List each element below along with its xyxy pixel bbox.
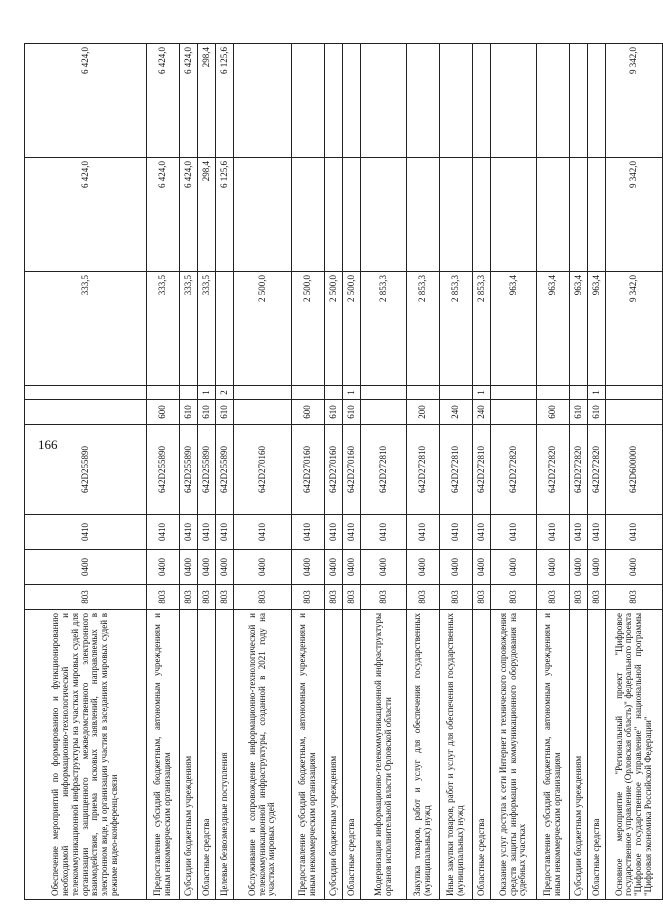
subsection-code: 0410 — [292, 515, 325, 550]
source-code — [407, 386, 440, 400]
target-article-code: 642D255890 — [180, 425, 198, 515]
section-code: 0400 — [147, 550, 180, 585]
subsection-code: 0410 — [180, 515, 198, 550]
row-name: Основное мероприятие "Региональный проект "Цифровое государственное управление (Орловская область)" федерального проекта "Цифровое государственное управление" национальной программы "Цифровая экономика Российской Федерации" — [606, 610, 663, 900]
amount-year-2: 6 424,0 — [147, 158, 180, 272]
table-row — [343, 44, 361, 900]
expense-type-code — [234, 400, 292, 425]
amount-year-1 — [216, 272, 234, 386]
expense-type-code: 240 — [440, 400, 473, 425]
expense-type-code: 610 — [588, 400, 606, 425]
amount-year-2 — [292, 158, 325, 272]
row-name: Закупка товаров, работ и услуг для обеспечения государственных (муниципальных) нужд — [407, 610, 440, 900]
grbs-code: 803 — [606, 585, 663, 610]
amount-year-1: 963,4 — [570, 272, 588, 386]
amount-year-3 — [234, 44, 292, 158]
table-row — [407, 44, 440, 900]
target-article-code: 642D255890 — [198, 425, 216, 515]
source-code — [440, 386, 473, 400]
row-name: Субсидии бюджетным учреждениям — [180, 610, 198, 900]
subsection-code: 0410 — [588, 515, 606, 550]
amount-year-3 — [325, 44, 343, 158]
section-code: 0400 — [570, 550, 588, 585]
row-name: Модернизация информационно-телекоммуникационной инфраструктуры органов исполнительной власти Орловской области — [361, 610, 407, 900]
target-article-code: 642D255890 — [147, 425, 180, 515]
amount-year-3: 6 424,0 — [25, 44, 147, 158]
target-article-code: 642D272810 — [407, 425, 440, 515]
amount-year-1: 2 853,3 — [407, 272, 440, 386]
source-code — [606, 386, 663, 400]
amount-year-2 — [325, 158, 343, 272]
grbs-code: 803 — [234, 585, 292, 610]
target-article-code: 642D272810 — [361, 425, 407, 515]
source-code — [537, 386, 570, 400]
amount-year-2 — [570, 158, 588, 272]
table-row — [216, 44, 234, 900]
row-name: Субсидии бюджетным учреждениям — [325, 610, 343, 900]
amount-year-1: 333,5 — [198, 272, 216, 386]
subsection-code: 0410 — [343, 515, 361, 550]
grbs-code: 803 — [325, 585, 343, 610]
expense-type-code — [361, 400, 407, 425]
subsection-code: 0410 — [407, 515, 440, 550]
row-name: Областные средства — [198, 610, 216, 900]
source-code: 1 — [198, 386, 216, 400]
amount-year-2: 298,4 — [198, 158, 216, 272]
amount-year-3: 6 125,6 — [216, 44, 234, 158]
grbs-code: 803 — [343, 585, 361, 610]
grbs-code: 803 — [25, 585, 147, 610]
target-article-code: 642D272820 — [570, 425, 588, 515]
amount-year-2 — [491, 158, 537, 272]
row-name: Предоставление субсидий бюджетным, автономным учреждениям и иным некоммерческим организациям — [147, 610, 180, 900]
grbs-code: 803 — [440, 585, 473, 610]
subsection-code: 0410 — [491, 515, 537, 550]
section-code: 0400 — [292, 550, 325, 585]
grbs-code: 803 — [588, 585, 606, 610]
table-row — [537, 44, 570, 900]
grbs-code: 803 — [292, 585, 325, 610]
expense-type-code: 200 — [407, 400, 440, 425]
target-article-code: 642D272820 — [491, 425, 537, 515]
amount-year-2 — [537, 158, 570, 272]
source-code — [570, 386, 588, 400]
row-name: Иные закупки товаров, работ и услуг для обеспечения государственных (муниципальных) нужд — [440, 610, 473, 900]
section-code: 0400 — [537, 550, 570, 585]
table-row — [361, 44, 407, 900]
amount-year-3 — [440, 44, 473, 158]
target-article-code: 642D272820 — [588, 425, 606, 515]
amount-year-3: 6 424,0 — [180, 44, 198, 158]
amount-year-1: 2 500,0 — [234, 272, 292, 386]
expense-type-code: 240 — [473, 400, 491, 425]
subsection-code: 0410 — [361, 515, 407, 550]
row-name: Областные средства — [588, 610, 606, 900]
grbs-code: 803 — [491, 585, 537, 610]
section-code: 0400 — [440, 550, 473, 585]
grbs-code: 803 — [198, 585, 216, 610]
grbs-code: 803 — [361, 585, 407, 610]
amount-year-3 — [473, 44, 491, 158]
target-article-code: 642D272820 — [537, 425, 570, 515]
expense-type-code: 600 — [292, 400, 325, 425]
table-row — [147, 44, 180, 900]
amount-year-2: 6 424,0 — [25, 158, 147, 272]
subsection-code: 0410 — [198, 515, 216, 550]
budget-table — [24, 43, 663, 900]
grbs-code: 803 — [216, 585, 234, 610]
amount-year-1: 963,4 — [537, 272, 570, 386]
table-row — [198, 44, 216, 900]
target-article-code: 642D270160 — [234, 425, 292, 515]
amount-year-2: 9 342,0 — [606, 158, 663, 272]
amount-year-1: 2 853,3 — [361, 272, 407, 386]
row-name: Областные средства — [343, 610, 361, 900]
subsection-code: 0410 — [473, 515, 491, 550]
amount-year-1: 2 500,0 — [343, 272, 361, 386]
expense-type-code — [25, 400, 147, 425]
table-row — [234, 44, 292, 900]
amount-year-2 — [361, 158, 407, 272]
amount-year-3 — [343, 44, 361, 158]
section-code: 0400 — [234, 550, 292, 585]
table-row — [473, 44, 491, 900]
amount-year-3 — [292, 44, 325, 158]
amount-year-3 — [570, 44, 588, 158]
expense-type-code: 610 — [216, 400, 234, 425]
table-row — [606, 44, 663, 900]
source-code — [25, 386, 147, 400]
section-code: 0400 — [606, 550, 663, 585]
target-article-code: 642D600000 — [606, 425, 663, 515]
expense-type-code: 610 — [343, 400, 361, 425]
amount-year-2 — [234, 158, 292, 272]
target-article-code: 642D272810 — [440, 425, 473, 515]
source-code: 1 — [343, 386, 361, 400]
section-code: 0400 — [325, 550, 343, 585]
amount-year-1: 9 342,0 — [606, 272, 663, 386]
expense-type-code: 610 — [325, 400, 343, 425]
target-article-code: 642D270160 — [292, 425, 325, 515]
amount-year-2: 6 424,0 — [180, 158, 198, 272]
subsection-code: 0410 — [537, 515, 570, 550]
subsection-code: 0410 — [234, 515, 292, 550]
section-code: 0400 — [198, 550, 216, 585]
section-code: 0400 — [361, 550, 407, 585]
expense-type-code: 600 — [537, 400, 570, 425]
section-code: 0400 — [491, 550, 537, 585]
source-code — [234, 386, 292, 400]
expense-type-code — [606, 400, 663, 425]
source-code — [325, 386, 343, 400]
amount-year-1: 333,5 — [147, 272, 180, 386]
row-name: Обеспечение мероприятий по формированию и функционированию необходимой информационно-технологической и телекоммуникационной инфраструктуры на участках мировых судей для организации защищенного межведомственного электронного взаимодействия, приема исковых заявлений, направляемых в электронном виде, и организации участия в заседаниях мировых судей в режиме видео-конференц-связи — [25, 610, 147, 900]
section-code: 0400 — [588, 550, 606, 585]
amount-year-1: 963,4 — [491, 272, 537, 386]
table-row — [180, 44, 198, 900]
subsection-code: 0410 — [606, 515, 663, 550]
expense-type-code: 610 — [180, 400, 198, 425]
amount-year-1: 2 500,0 — [325, 272, 343, 386]
section-code: 0400 — [343, 550, 361, 585]
grbs-code: 803 — [147, 585, 180, 610]
amount-year-3: 9 342,0 — [606, 44, 663, 158]
amount-year-1: 333,5 — [25, 272, 147, 386]
table-row — [292, 44, 325, 900]
grbs-code: 803 — [473, 585, 491, 610]
amount-year-2 — [473, 158, 491, 272]
expense-type-code: 600 — [147, 400, 180, 425]
subsection-code: 0410 — [25, 515, 147, 550]
table-row — [440, 44, 473, 900]
table-row — [25, 44, 147, 900]
amount-year-1: 963,4 — [588, 272, 606, 386]
amount-year-2 — [588, 158, 606, 272]
table-row — [491, 44, 537, 900]
expense-type-code: 610 — [198, 400, 216, 425]
source-code: 1 — [473, 386, 491, 400]
amount-year-3 — [361, 44, 407, 158]
row-name: Предоставление субсидий бюджетным, автономным учреждениям и иным некоммерческим организациям — [292, 610, 325, 900]
row-name: Оказание услуг доступа к сети Интернет и технического сопровождения средств защиты информации и коммуникационного оборудования на судебных участках — [491, 610, 537, 900]
source-code — [361, 386, 407, 400]
amount-year-3 — [537, 44, 570, 158]
source-code — [491, 386, 537, 400]
source-code — [292, 386, 325, 400]
subsection-code: 0410 — [440, 515, 473, 550]
subsection-code: 0410 — [147, 515, 180, 550]
amount-year-3: 6 424,0 — [147, 44, 180, 158]
amount-year-1: 2 500,0 — [292, 272, 325, 386]
amount-year-1: 2 853,3 — [473, 272, 491, 386]
target-article-code: 642D270160 — [343, 425, 361, 515]
expense-type-code: 610 — [570, 400, 588, 425]
table-row — [588, 44, 606, 900]
amount-year-3 — [407, 44, 440, 158]
row-name: Областные средства — [473, 610, 491, 900]
table-row — [570, 44, 588, 900]
expense-type-code — [491, 400, 537, 425]
amount-year-3 — [491, 44, 537, 158]
source-code — [180, 386, 198, 400]
section-code: 0400 — [25, 550, 147, 585]
grbs-code: 803 — [407, 585, 440, 610]
source-code: 2 — [216, 386, 234, 400]
source-code — [147, 386, 180, 400]
section-code: 0400 — [473, 550, 491, 585]
subsection-code: 0410 — [570, 515, 588, 550]
amount-year-2 — [440, 158, 473, 272]
grbs-code: 803 — [537, 585, 570, 610]
amount-year-2 — [407, 158, 440, 272]
section-code: 0400 — [407, 550, 440, 585]
source-code: 1 — [588, 386, 606, 400]
section-code: 0400 — [180, 550, 198, 585]
amount-year-1: 2 853,3 — [440, 272, 473, 386]
target-article-code: 642D255890 — [25, 425, 147, 515]
row-name: Обслуживание и сопровождение информационно-технологической и телекоммуникационной инфраструктуры, созданной в 2021 году на участках мировых судей — [234, 610, 292, 900]
subsection-code: 0410 — [216, 515, 234, 550]
row-name: Предоставление субсидий бюджетным, автономным учреждениям и иным некоммерческим организациям — [537, 610, 570, 900]
amount-year-1: 333,5 — [180, 272, 198, 386]
subsection-code: 0410 — [325, 515, 343, 550]
target-article-code: 642D272810 — [473, 425, 491, 515]
row-name: Целевые безвозмездные поступления — [216, 610, 234, 900]
grbs-code: 803 — [570, 585, 588, 610]
row-name: Субсидии бюджетным учреждениям — [570, 610, 588, 900]
amount-year-2 — [343, 158, 361, 272]
table-row — [325, 44, 343, 900]
document-table-area — [24, 44, 653, 900]
amount-year-2: 6 125,6 — [216, 158, 234, 272]
page-number: 166 — [38, 437, 58, 452]
grbs-code: 803 — [180, 585, 198, 610]
target-article-code: 642D255890 — [216, 425, 234, 515]
amount-year-3: 298,4 — [198, 44, 216, 158]
target-article-code: 642D270160 — [325, 425, 343, 515]
amount-year-3 — [588, 44, 606, 158]
section-code: 0400 — [216, 550, 234, 585]
